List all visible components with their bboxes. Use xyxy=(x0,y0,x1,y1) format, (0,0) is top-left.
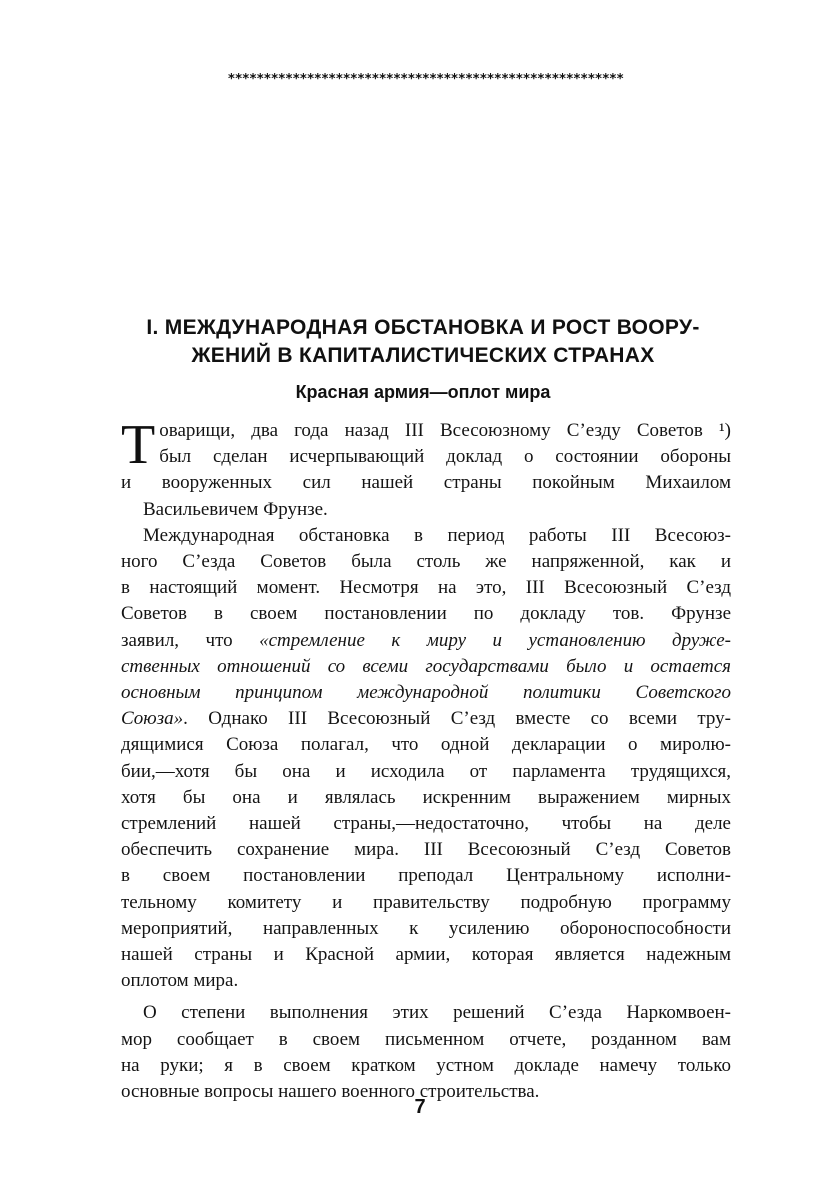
text-line: мероприятий, направленных к усилению обороноспособности xyxy=(121,917,731,939)
text-line: хотя бы она и являлась искренним выражением мирных xyxy=(121,786,731,808)
text-line: Советов в своем постановлении по докладу тов. Фрунзе xyxy=(121,603,731,625)
text-line-mixed xyxy=(121,706,731,732)
quotation-line: ственных отношений со всеми государствами было и остается xyxy=(121,655,731,677)
drop-cap-letter: Т xyxy=(121,414,156,476)
section-subtitle: Красная армия—оплот мира xyxy=(295,382,551,402)
text-line: был сделан исчерпывающий доклад о состоянии обороны xyxy=(159,446,731,468)
quotation-line: основным принципом международной политики Советского xyxy=(121,682,731,704)
text-line: стремлений нашей страны,—недостаточно, чтобы на деле xyxy=(121,813,731,835)
quotation-run: Союза» xyxy=(121,708,184,730)
text-run: . Однако III Всесоюзный С’езд вместе со всеми тру- xyxy=(183,708,731,730)
text-line: дящимися Союза полагал, что одной декларации о миролю- xyxy=(121,734,731,756)
paragraph-3 xyxy=(121,1000,731,1105)
text-line: в настоящий момент. Несмотря на это, III Всесоюзный С’езд xyxy=(121,577,731,599)
text-line: мор сообщает в своем письменном отчете, розданном вам xyxy=(121,1028,731,1050)
text-line: оварищи, два года назад III Всесоюзному С’езду Советов ¹) xyxy=(159,420,731,441)
text-line: бии,—хотя бы она и исходила от парламента трудящихся, xyxy=(121,760,731,782)
text-line-mixed xyxy=(121,628,731,654)
text-line: основные вопросы нашего военного строительства. xyxy=(121,1081,540,1103)
text-line: и вооруженных сил нашей страны покойным Михаилом xyxy=(121,472,731,494)
chapter-title-line-1: I. МЕЖДУНАРОДНАЯ ОБСТАНОВКА И РОСТ ВООРУ- xyxy=(146,316,700,339)
chapter-title-line-2: ЖЕНИЙ В КАПИТАЛИСТИЧЕСКИХ СТРАНАХ xyxy=(191,344,655,367)
text-line: ного С’езда Советов была столь же напряженной, как и xyxy=(121,551,731,573)
text-line: Международная обстановка в период работы III Всесоюз- xyxy=(143,524,731,546)
paragraph-2 xyxy=(121,523,731,995)
text-line: Васильевичем Фрунзе. xyxy=(143,498,328,520)
text-line: обеспечить сохранение мира. III Всесоюзный С’езд Советов xyxy=(121,839,731,861)
text-line: оплотом мира. xyxy=(121,970,239,992)
text-line: в своем постановлении преподал Центральному исполни- xyxy=(121,865,731,887)
text-line: тельному комитету и правительству подробную программу xyxy=(121,891,731,913)
paragraph-1 xyxy=(121,414,731,523)
text-line: на руки; я в своем кратком устном докладе намечу только xyxy=(121,1054,731,1076)
text-line: нашей страны и Красной армии, которая является надежным xyxy=(121,944,731,966)
body-text xyxy=(121,414,731,1105)
chapter-title xyxy=(112,314,734,370)
quotation-run: «стремление к миру и установлению друже- xyxy=(259,629,731,651)
page-number: 7 xyxy=(414,1096,426,1118)
text-line: О степени выполнения этих решений С’езда Наркомвоен- xyxy=(143,1002,731,1024)
text-run: заявил, что xyxy=(121,629,260,651)
decorative-star-rule: ******************************************************* xyxy=(228,72,624,87)
